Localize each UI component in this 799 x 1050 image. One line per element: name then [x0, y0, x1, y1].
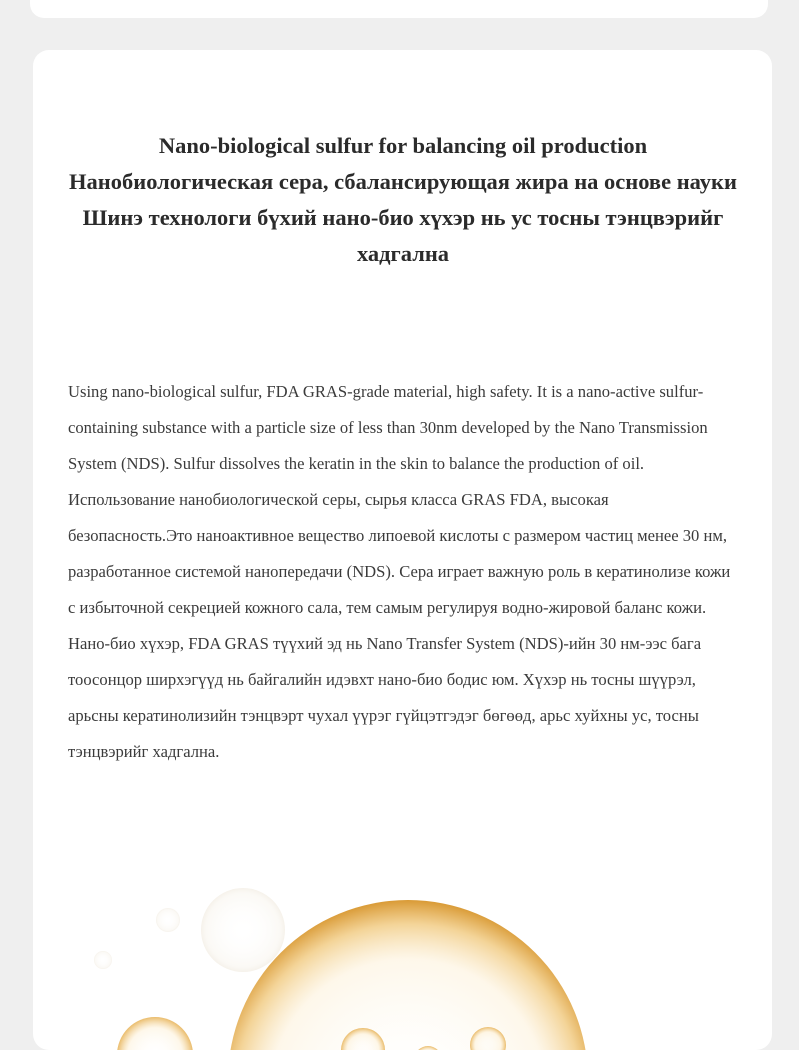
body-russian: Использование нанобиологической серы, сырья класса GRAS FDA, высокая безопасность.Это наноактивное вещество липоевой кислоты с размером частиц менее 30 нм, разработанное системой нанопередачи (NDS). Сера играет важную роль в кератинолизе кожи с избыточной секрецией кожного сала, тем самым регулируя водно-жировой баланс кожи. — [68, 490, 731, 617]
headline — [63, 128, 743, 272]
body-text — [68, 374, 733, 770]
small-gold-bubble — [117, 1017, 193, 1050]
faint-bubble — [201, 888, 285, 972]
body-english: Using nano-biological sulfur, FDA GRAS-grade material, high safety. It is a nano-active sulfur-containing substance with a particle size of less than 30nm developed by the Nano Transmission System (NDS). Sulfur dissolves the keratin in the skin to balance the production of oil. — [68, 382, 708, 473]
headline-mongolian: Шинэ технологи бүхий нано-био хүхэр нь ус тосны тэнцвэрийг хадгална — [82, 205, 724, 266]
faint-bubble — [94, 951, 112, 969]
golden-oil-bubbles-illustration — [33, 810, 772, 1050]
faint-bubble — [156, 908, 180, 932]
top-card — [30, 0, 768, 18]
body-mongolian: Нано-био хүхэр, FDA GRAS түүхий эд нь Nano Transfer System (NDS)-ийн 30 нм-ээс бага тоосонцор ширхэгүүд нь байгалийн идэвхт нано-био бодис юм. Хүхэр нь тосны шүүрэл, арьсны кератинолизийн тэнцвэрт чухал үүрэг гүйцэтгэдэг бөгөөд, арьс хуйхны ус, тосны тэнцвэрийг хадгална. — [68, 634, 702, 761]
headline-russian: Нанобиологическая сера, сбалансирующая жира на основе науки — [69, 169, 737, 194]
headline-english: Nano-biological sulfur for balancing oil production — [158, 133, 648, 158]
content-card — [33, 50, 772, 1050]
